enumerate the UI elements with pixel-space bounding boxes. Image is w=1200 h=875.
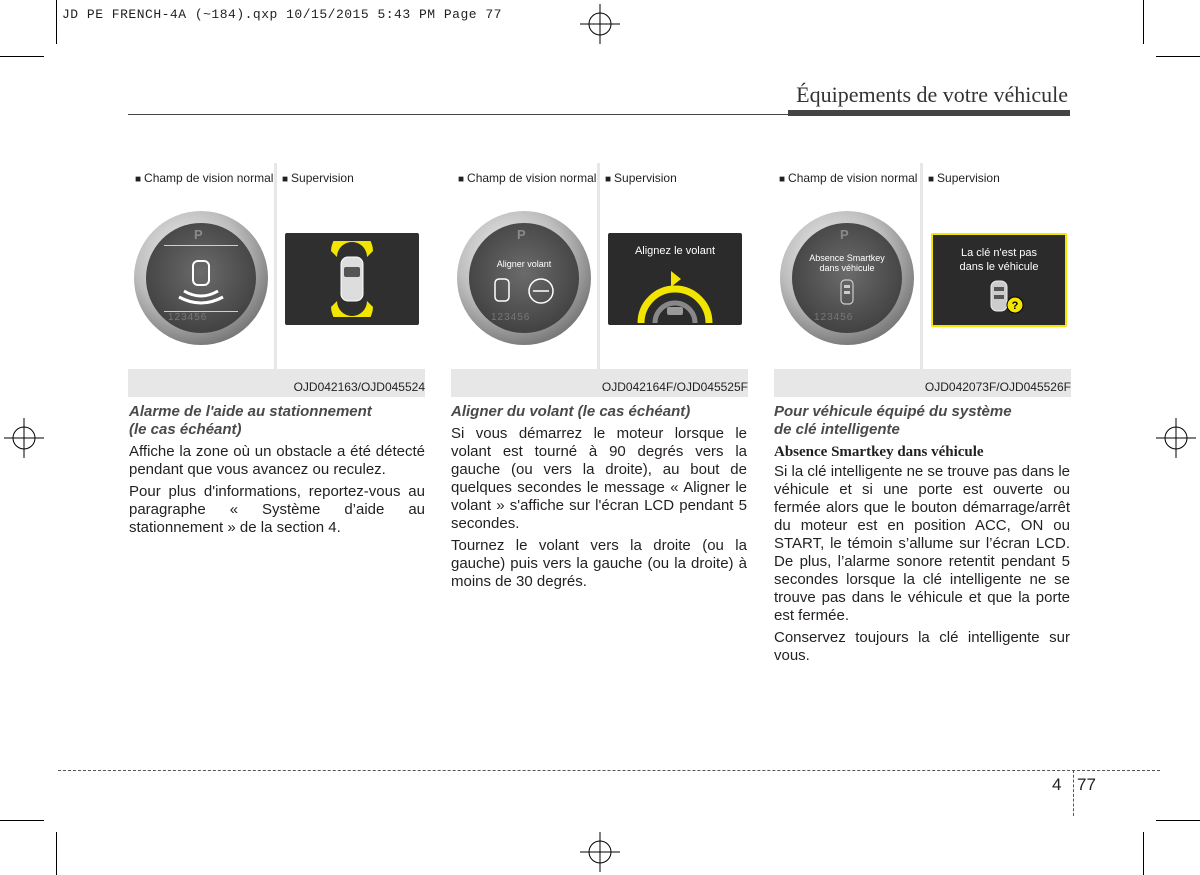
figure-panel-supervision: ■ Supervision [277,163,425,369]
steering-wheel-icon [489,277,561,307]
figure-label: Champ de vision normal [144,171,274,185]
print-slug: JD PE FRENCH-4A (~184).qxp 10/15/2015 5:43 PM Page 77 [62,7,502,22]
column-smart-key [774,403,1070,669]
header-rule-thick [788,110,1070,116]
figure-label: Supervision [937,171,1000,185]
figure-code: OJD042073F/OJD045526F [924,380,1071,394]
section-heading: Pour véhicule équipé du système [774,403,1012,420]
lcd-screen [608,233,742,325]
smart-key-icon [839,279,855,305]
crop-mark [0,820,44,821]
column-steering-align [451,403,747,595]
parking-sensor-icon [176,259,226,305]
gauge-message: Aligner volant [496,259,552,269]
lcd-screen [285,233,419,325]
section-number: 4 [1052,775,1062,794]
cluster-gauge [134,211,268,345]
figure-panel-normal: ■ Champ de vision normal [774,163,920,369]
figure-panel-normal: ■ Champ de vision normal [128,163,274,369]
paragraph: Conservez toujours la clé intelligente sur vous. [774,629,1070,664]
svg-text:?: ? [1011,300,1019,312]
figure-label: Supervision [614,171,677,185]
lcd-message: Alignez le volant [634,245,716,257]
gauge-odometer: 123456 [814,312,854,323]
figure-steering-align [451,163,748,397]
gauge-message: dans véhicule [819,263,875,273]
figure-code: OJD042164F/OJD045525F [601,380,748,394]
steering-wheel-icon [635,267,715,323]
running-head: Équipements de votre véhicule [796,82,1068,107]
registration-mark-icon [1156,418,1196,458]
crop-mark [1143,832,1144,875]
figure-label: Supervision [291,171,354,185]
crop-mark [1156,56,1200,57]
footer-rule [58,770,1160,771]
crop-mark [1143,0,1144,44]
car-top-view-icon [327,241,377,317]
smart-key-icon [985,279,1025,315]
figure-panel-supervision: ■ Supervision [600,163,748,369]
crop-mark [0,56,44,57]
section-heading: Aligner du volant (le cas échéant) [451,403,691,420]
figure-parking-alarm [128,163,425,397]
figure-panel-normal: ■ Champ de vision normal [451,163,597,369]
gauge-symbol: P [840,227,849,242]
registration-mark-icon [580,4,620,44]
lcd-message: La clé n'est pas [960,247,1038,259]
footer-divider [1073,770,1074,816]
section-heading: (le cas échéant) [129,421,242,438]
section-heading: Alarme de l'aide au stationnement [129,403,372,420]
figure-smart-key [774,163,1071,397]
lcd-screen [931,233,1067,327]
registration-mark-icon [4,418,44,458]
column-parking-alarm [129,403,425,541]
cluster-gauge [780,211,914,345]
crop-mark [1156,820,1200,821]
subheading: Absence Smartkey dans véhicule [774,444,984,460]
gauge-symbol: P [517,227,526,242]
crop-mark [56,832,57,875]
cluster-gauge [457,211,591,345]
header-rule [128,114,788,115]
lcd-message: dans le véhicule [959,261,1039,273]
paragraph: Pour plus d'informations, reportez-vous au paragraphe « Système d’aide au stationnement » de la section 4. [129,483,425,536]
paragraph: Affiche la zone où un obstacle a été détecté pendant que vous avancez ou reculez. [129,443,425,478]
figure-panel-supervision: ■ Supervision [923,163,1071,369]
page-number: 77 [1077,775,1096,794]
gauge-odometer: 123456 [168,312,208,323]
registration-mark-icon [580,832,620,872]
gauge-message: Absence Smartkey [809,253,885,263]
figure-label: Champ de vision normal [788,171,918,185]
figure-code: OJD042163/OJD045524 [293,380,425,394]
paragraph: Si la clé intelligente ne se trouve pas dans le véhicule et si une porte est ouverte ou fermée alors que le bouton démarrage/arrêt du moteur est en position ACC, ON ou START, le témoin s’allume sur l’écran LCD. De plus, l’alarme sonore retentit pendant 5 secondes lorsque la clé intelligente ne se trouve pas dans le véhicule et que la porte est fermée. [774,463,1071,624]
gauge-symbol: P [194,227,203,242]
paragraph: Tournez le volant vers la droite (ou la gauche) puis vers la gauche (ou la droite) à moins de 30 degrés. [451,537,747,590]
gauge-odometer: 123456 [491,312,531,323]
crop-mark [56,0,57,44]
paragraph: Si vous démarrez le moteur lorsque le volant est tourné à 90 degrés vers la gauche (ou vers la droite), au bout de quelques secondes le message « Aligner le volant » s'affiche sur l'écran LCD pendant 5 secondes. [451,425,747,532]
section-heading: de clé intelligente [774,421,900,438]
figure-label: Champ de vision normal [467,171,597,185]
